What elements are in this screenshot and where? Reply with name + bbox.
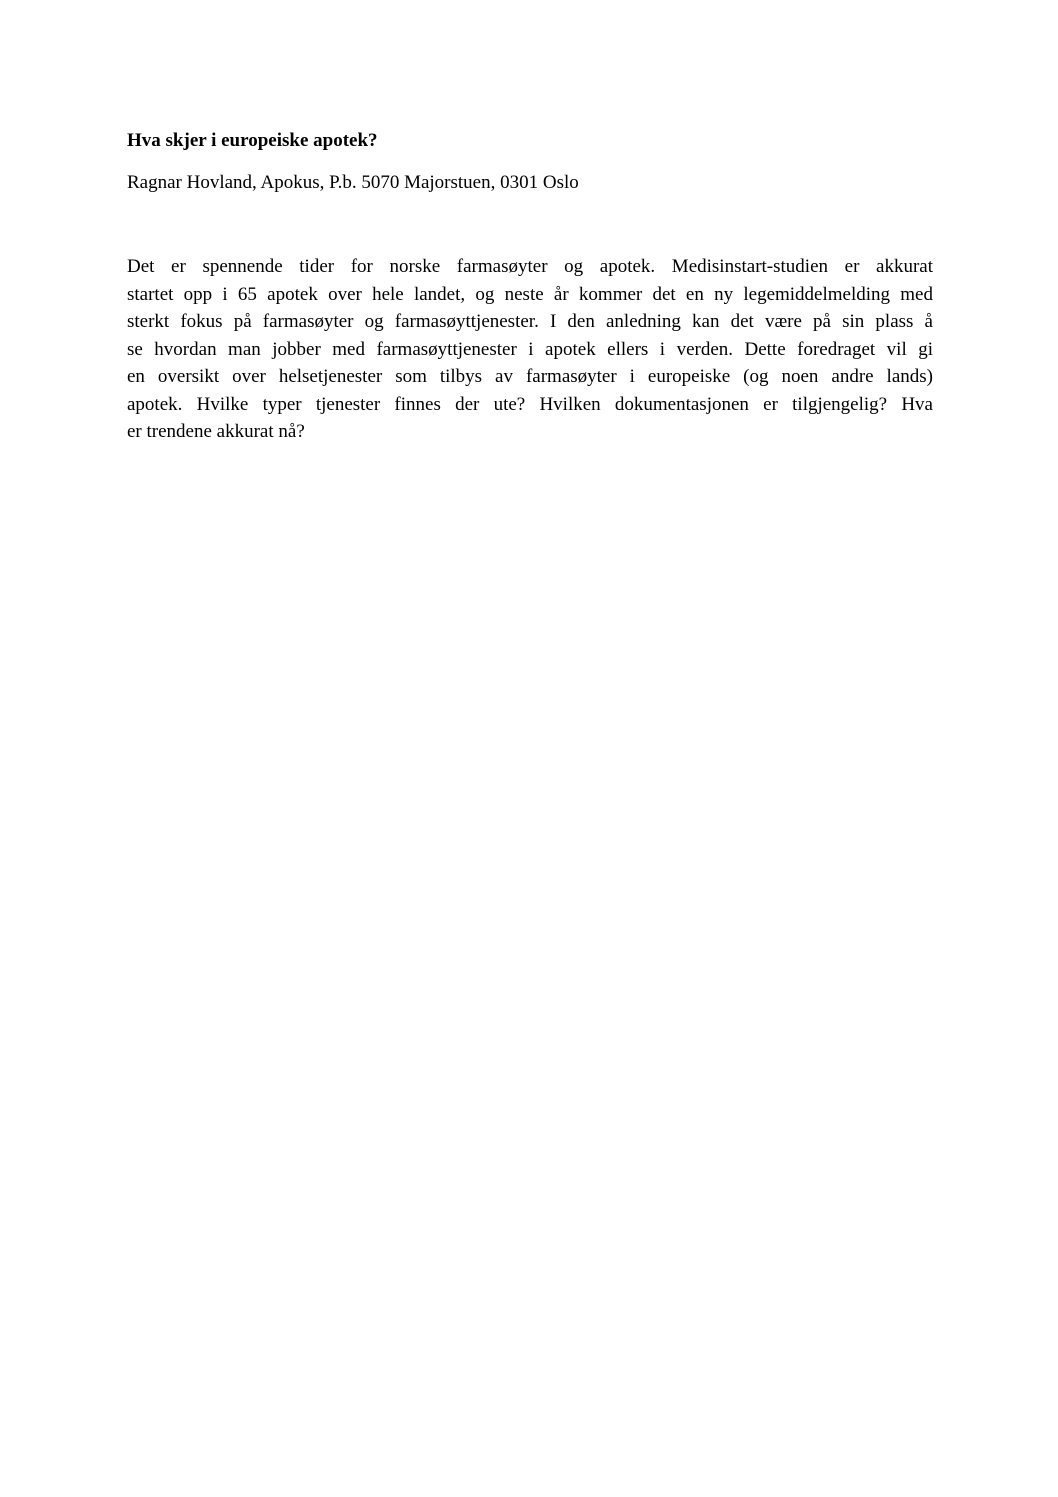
abstract-line: apotek. Hvilke typer tjenester finnes der ute? Hvilken dokumentasjonen er tilgjengelig? Hva <box>127 393 933 415</box>
abstract-line: sterkt fokus på farmasøyter og farmasøyttjenester. I den anledning kan det være på sin plass å <box>127 311 933 332</box>
abstract-line: startet opp i 65 apotek over hele landet, og neste år kommer det en ny legemiddelmelding med <box>127 283 933 305</box>
abstract-line: se hvordan man jobber med farmasøyttjenester i apotek ellers i verden. Dette foredraget vil gi <box>127 338 933 360</box>
abstract-paragraph <box>127 253 933 446</box>
document-title: Hva skjer i europeiske apotek? <box>127 130 378 151</box>
author-affiliation: Ragnar Hovland, Apokus, P.b. 5070 Majorstuen, 0301 Oslo <box>127 172 579 193</box>
abstract-line: Det er spennende tider for norske farmasøyter og apotek. Medisinstart-studien er akkurat <box>127 256 933 277</box>
abstract-line: en oversikt over helsetjenester som tilbys av farmasøyter i europeiske (og noen andre lands) <box>127 366 933 387</box>
abstract-line: er trendene akkurat nå? <box>127 421 305 442</box>
